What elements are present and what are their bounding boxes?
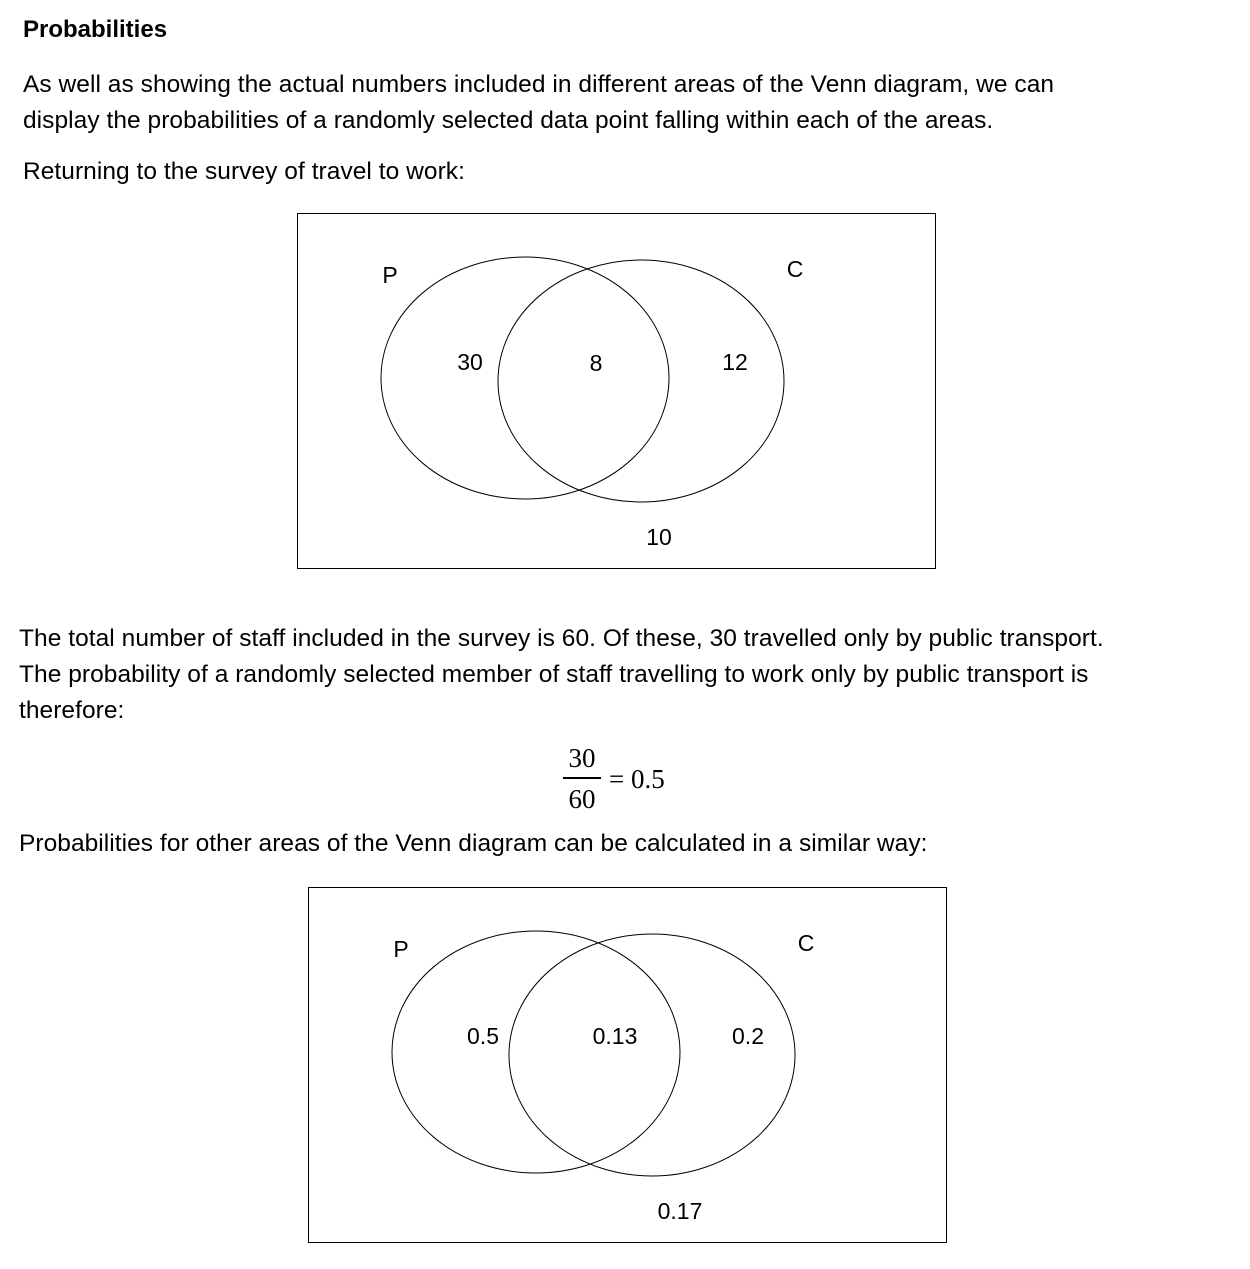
region-neither-value: 0.17 — [657, 1198, 703, 1224]
set-label-p: P — [382, 262, 398, 288]
intro-paragraph-line-2: display the probabilities of a randomly selected data point falling within each of the areas. — [23, 107, 994, 134]
set-label-p: P — [393, 936, 409, 962]
total-paragraph-line-2: The probability of a randomly selected member of staff travelling to work only by public transport is — [19, 661, 1089, 688]
total-paragraph-line-1: The total number of staff included in the survey is 60. Of these, 30 travelled only by public transport. — [19, 625, 1104, 652]
venn-diagram-probabilities — [308, 887, 947, 1243]
region-only-c-value: 12 — [722, 349, 748, 375]
page-heading: Probabilities — [23, 16, 168, 43]
region-both-value: 8 — [589, 350, 603, 376]
venn-circle-p — [392, 931, 680, 1173]
fraction-denominator: 60 — [568, 783, 596, 814]
fraction-bar — [563, 777, 601, 779]
venn-circle-c — [509, 934, 795, 1176]
returning-paragraph: Returning to the survey of travel to work: — [23, 158, 465, 185]
venn-diagram-counts — [297, 213, 936, 569]
region-only-p-value: 30 — [457, 349, 483, 375]
venn-circle-p — [381, 257, 669, 499]
intro-paragraph-line-1: As well as showing the actual numbers included in different areas of the Venn diagram, we can — [23, 71, 1055, 98]
fraction-numerator: 30 — [568, 743, 596, 773]
region-neither-value: 10 — [646, 524, 672, 550]
set-label-c: C — [786, 256, 804, 282]
other-areas-paragraph: Probabilities for other areas of the Venn diagram can be calculated in a similar way: — [19, 830, 928, 857]
region-only-p-value: 0.5 — [467, 1023, 499, 1049]
set-label-c: C — [797, 930, 815, 956]
region-only-c-value: 0.2 — [732, 1023, 764, 1049]
venn-circle-c — [498, 260, 784, 502]
fraction — [563, 742, 601, 815]
region-both-value: 0.13 — [592, 1023, 638, 1049]
total-paragraph-line-3: therefore: — [19, 697, 125, 724]
equation-result: = 0.5 — [609, 764, 665, 794]
